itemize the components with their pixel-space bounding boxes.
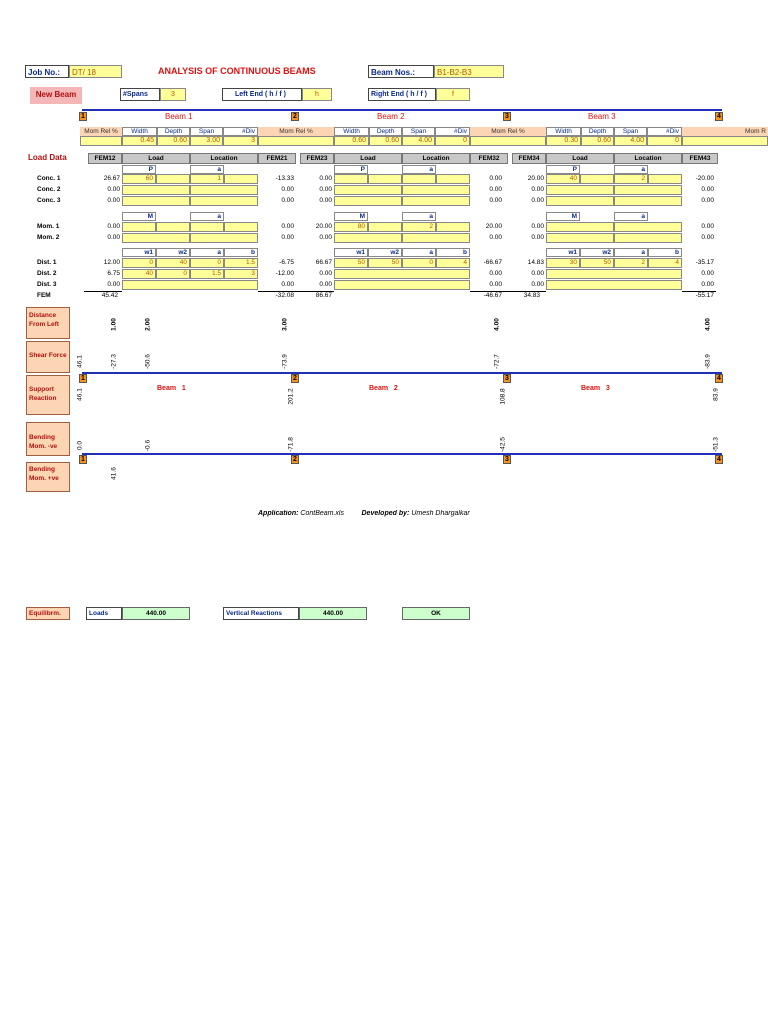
mom-rel-header-2: Mom Rel % <box>258 127 334 136</box>
beam-nos-label: Beam Nos.: <box>368 65 434 78</box>
dev-label: Developed by: <box>361 510 410 517</box>
w1-header-3: w1 <box>546 248 580 257</box>
support-3-marker-bottom: 3 <box>503 455 511 464</box>
bend-neg-value: 0.0 <box>76 440 84 451</box>
dist3-fem21: 0.00 <box>281 281 294 288</box>
dist2-fem43: 0.00 <box>701 270 714 277</box>
beam-1-mid-title <box>157 385 207 395</box>
bend-pos-value: 41.6 <box>110 467 118 480</box>
beam-3-mid-label: Beam <box>581 385 601 392</box>
dist1-b1-w2[interactable]: 40 <box>156 258 190 268</box>
dist1-fem23: 66.67 <box>315 259 332 266</box>
div-field-3[interactable]: 0 <box>647 136 682 146</box>
span-field-2[interactable]: 4.00 <box>402 136 435 146</box>
mom2-fem32: 0.00 <box>489 234 502 241</box>
conc3-b3-a[interactable] <box>614 196 682 206</box>
conc3-b1-p[interactable] <box>122 196 190 206</box>
shear-value: -72.7 <box>493 354 501 369</box>
fem34-header: FEM34 <box>512 153 546 164</box>
span-header-3: Span <box>614 127 647 136</box>
mom2-b2-m[interactable] <box>334 233 402 243</box>
vertical-reactions-label: Vertical Reactions <box>223 607 299 620</box>
support-1-marker: 1 <box>79 112 87 121</box>
support-3-marker: 3 <box>503 112 511 121</box>
dist1-fem32: -66.67 <box>483 259 502 266</box>
span-header-2: Span <box>402 127 435 136</box>
mom2-fem23: 0.00 <box>319 234 332 241</box>
dist3-b1[interactable] <box>122 280 258 290</box>
location-header-3: Location <box>614 153 682 164</box>
shear-value: -50.6 <box>144 354 152 369</box>
bend-neg-value: -0.6 <box>144 439 152 452</box>
dist2-fem23: 0.00 <box>319 270 332 277</box>
dist2-fem21: -12.00 <box>275 270 294 277</box>
depth-field-1[interactable]: 0.60 <box>157 136 190 146</box>
da-header-2: a <box>402 248 436 257</box>
mom-rel-header-3: Mom Rel % <box>470 127 546 136</box>
mom2-b3-a[interactable] <box>614 233 682 243</box>
conc1-b2-a[interactable] <box>402 174 436 184</box>
mom-rel-field-1[interactable] <box>80 136 122 146</box>
dist1-fem43: -35.17 <box>695 259 714 266</box>
dist3-b3[interactable] <box>546 280 682 290</box>
dist1-b2-w2[interactable]: 50 <box>368 258 402 268</box>
distance-value: 4.00 <box>493 318 501 331</box>
depth-field-2[interactable]: 0.60 <box>369 136 402 146</box>
support-4-marker-bottom: 4 <box>715 455 723 464</box>
fem43-header: FEM43 <box>682 153 718 164</box>
mom1-fem43: 0.00 <box>701 223 714 230</box>
ma-header-2: a <box>402 212 436 221</box>
conc3-fem21: 0.00 <box>281 197 294 204</box>
beam-2-mid-number: 2 <box>393 385 398 392</box>
div-field-1[interactable]: 3 <box>223 136 258 146</box>
width-field-3[interactable]: 0.30 <box>546 136 581 146</box>
mom1-fem21: 0.00 <box>281 223 294 230</box>
load-header-2: Load <box>334 153 402 164</box>
dist1-b2-b[interactable]: 4 <box>436 258 470 268</box>
shear-value: -83.9 <box>704 354 712 369</box>
mom-rel-field-2[interactable] <box>258 136 334 146</box>
mom-rel-header-4: Mom R <box>682 127 768 136</box>
mom2-label: Mom. 2 <box>37 234 60 241</box>
conc3-label: Conc. 3 <box>37 197 61 204</box>
conc1-b1-a2[interactable] <box>224 174 258 184</box>
m-header-2: M <box>334 212 368 221</box>
db-header-2: b <box>436 248 470 257</box>
p-header-1: P <box>122 165 156 174</box>
support-2-marker-bottom: 2 <box>291 455 299 464</box>
conc2-fem43: 0.00 <box>701 186 714 193</box>
conc1-fem21: -13.33 <box>275 175 294 182</box>
mom2-fem12: 0.00 <box>107 234 120 241</box>
conc2-b1-a[interactable] <box>190 185 258 195</box>
loads-value: 440.00 <box>122 607 190 620</box>
shear-value: -73.9 <box>281 354 289 369</box>
w2-header-3: w2 <box>580 248 614 257</box>
conc2-b2-a[interactable] <box>402 185 470 195</box>
w1-header-1: w1 <box>122 248 156 257</box>
conc1-b1-p2[interactable] <box>156 174 190 184</box>
conc2-label: Conc. 2 <box>37 186 61 193</box>
support-1-marker-mid: 1 <box>79 374 87 383</box>
dist3-fem43: 0.00 <box>701 281 714 288</box>
left-end-label: Left End ( h / f ) <box>222 88 302 101</box>
reaction-value: 83.9 <box>712 388 720 401</box>
conc3-b2-p[interactable] <box>334 196 402 206</box>
beam-3-title <box>588 112 628 123</box>
beam-nos-field[interactable]: B1-B2-B3 <box>434 65 504 78</box>
conc1-fem12: 26.67 <box>103 175 120 182</box>
conc1-fem32: 0.00 <box>489 175 502 182</box>
a-header-1: a <box>190 165 224 174</box>
right-end-label: Right End ( h / f ) <box>368 88 436 101</box>
footer-credits <box>258 510 538 521</box>
mom2-fem43: 0.00 <box>701 234 714 241</box>
reaction-value: 46.1 <box>76 388 84 401</box>
conc2-b3-p[interactable] <box>546 185 614 195</box>
dist1-b1-w1[interactable]: 0 <box>122 258 156 268</box>
conc1-b2-p[interactable] <box>334 174 368 184</box>
new-beam-button[interactable]: New Beam <box>30 87 82 104</box>
conc2-b2-p[interactable] <box>334 185 402 195</box>
div-header-3: #Div <box>647 127 682 136</box>
mom1-b2-m[interactable]: 80 <box>334 222 368 232</box>
conc1-fem34: 20.00 <box>527 175 544 182</box>
dist1-fem34: 14.83 <box>527 259 544 266</box>
dist1-fem12: 12.00 <box>103 259 120 266</box>
beam-3-label: Beam <box>588 112 609 121</box>
dist2-fem32: 0.00 <box>489 270 502 277</box>
conc3-b3-p[interactable] <box>546 196 614 206</box>
conc3-fem34: 0.00 <box>531 197 544 204</box>
fem-total-34: 34.83 <box>523 292 540 299</box>
dist1-b3-b[interactable]: 4 <box>648 258 682 268</box>
m-header-1: M <box>122 212 156 221</box>
beam-1-mid-number: 1 <box>181 385 186 392</box>
conc2-b1-p[interactable] <box>122 185 190 195</box>
mom1-fem12: 0.00 <box>107 223 120 230</box>
reaction-value: 201.2 <box>287 388 295 405</box>
beam-3-mid-number: 3 <box>605 385 610 392</box>
mom1-b3-a[interactable] <box>614 222 682 232</box>
conc3-fem12: 0.00 <box>107 197 120 204</box>
fem-total-23: 86.67 <box>315 292 332 299</box>
dist3-fem23: 0.00 <box>319 281 332 288</box>
mom1-b3-m[interactable] <box>546 222 614 232</box>
conc2-fem34: 0.00 <box>531 186 544 193</box>
mom1-b2-m2[interactable] <box>368 222 402 232</box>
conc3-fem23: 0.00 <box>319 197 332 204</box>
support-2-marker-mid: 2 <box>291 374 299 383</box>
dist1-b3-w2[interactable]: 50 <box>580 258 614 268</box>
fem-label: FEM <box>37 292 51 299</box>
dist3-label: Dist. 3 <box>37 281 57 288</box>
dist2-b2[interactable] <box>334 269 470 279</box>
beam-2-mid-label: Beam <box>369 385 389 392</box>
page-title: ANALYSIS OF CONTINUOUS BEAMS <box>158 66 316 76</box>
conc1-b1-a[interactable]: 1 <box>190 174 224 184</box>
conc2-fem21: 0.00 <box>281 186 294 193</box>
bend-neg-value: -71.8 <box>287 437 295 452</box>
conc3-b1-a[interactable] <box>190 196 258 206</box>
p-header-2: P <box>334 165 368 174</box>
equilibrium-status: OK <box>402 607 470 620</box>
mom1-fem32: 20.00 <box>485 223 502 230</box>
beam-2-number: 2 <box>400 112 405 121</box>
job-number-field[interactable]: DT/ 18 <box>69 65 122 78</box>
equilibrium-label: Equilibrm. <box>26 607 70 620</box>
m-header-3: M <box>546 212 580 221</box>
depth-header-3: Depth <box>581 127 614 136</box>
w1-header-2: w1 <box>334 248 368 257</box>
conc3-fem43: 0.00 <box>701 197 714 204</box>
fem-total-43: -55.17 <box>695 292 714 299</box>
mom1-b1-m[interactable] <box>122 222 156 232</box>
ma-header-3: a <box>614 212 648 221</box>
dist3-fem12: 0.00 <box>107 281 120 288</box>
fem23-header: FEM23 <box>300 153 334 164</box>
spans-field[interactable]: 3 <box>160 88 186 101</box>
width-header-3: Width <box>546 127 581 136</box>
mom2-b1-m[interactable] <box>122 233 190 243</box>
span-field-3[interactable]: 4.00 <box>614 136 647 146</box>
conc2-b3-a[interactable] <box>614 185 682 195</box>
conc2-fem23: 0.00 <box>319 186 332 193</box>
bending-pos-label: Bending Mom. +ve <box>26 462 70 492</box>
job-label: Job No.: <box>25 65 69 78</box>
dist3-fem32: 0.00 <box>489 281 502 288</box>
right-end-field[interactable]: f <box>436 88 470 101</box>
div-header-1: #Div <box>223 127 258 136</box>
distance-label: Distance From Left <box>26 307 70 339</box>
mom-rel-header-1: Mom Rel % <box>80 127 122 136</box>
width-field-2[interactable]: 0.60 <box>334 136 369 146</box>
span-header-1: Span <box>190 127 223 136</box>
beam-line-middle <box>82 372 722 374</box>
width-header-1: Width <box>122 127 157 136</box>
dist1-b2-w1[interactable]: 50 <box>334 258 368 268</box>
fem-total-21: -32.08 <box>275 292 294 299</box>
beam-line-top <box>82 109 722 111</box>
conc1-label: Conc. 1 <box>37 175 61 182</box>
support-1-marker-bottom: 1 <box>79 455 87 464</box>
dist2-b3[interactable] <box>546 269 682 279</box>
dist1-fem21: -6.75 <box>279 259 294 266</box>
mom1-b1-a2[interactable] <box>224 222 258 232</box>
support-3-marker-mid: 3 <box>503 374 511 383</box>
mom1-fem23: 20.00 <box>315 223 332 230</box>
mom-rel-field-3[interactable] <box>470 136 546 146</box>
a-header-3: a <box>614 165 648 174</box>
w2-header-1: w2 <box>156 248 190 257</box>
dist2-b1-w2[interactable]: 0 <box>156 269 190 279</box>
beam-line-bottom <box>82 453 722 455</box>
span-field-1[interactable]: 3.00 <box>190 136 223 146</box>
dist1-b3-w1[interactable]: 30 <box>546 258 580 268</box>
ma-header-1: a <box>190 212 224 221</box>
div-field-2[interactable]: 0 <box>435 136 470 146</box>
mom2-b3-m[interactable] <box>546 233 614 243</box>
app-label: Application: <box>258 510 299 517</box>
shear-label: Shear Force <box>26 341 70 373</box>
dist1-b1-b[interactable]: 1.5 <box>224 258 258 268</box>
dist2-b1-w1[interactable]: 40 <box>122 269 156 279</box>
width-field-1[interactable]: 0.45 <box>122 136 157 146</box>
beam-3-number: 3 <box>611 112 616 121</box>
conc2-fem12: 0.00 <box>107 186 120 193</box>
mom1-label: Mom. 1 <box>37 223 60 230</box>
app-value: ContBeam.xls <box>300 510 344 517</box>
conc1-b3-a[interactable]: 2 <box>614 174 648 184</box>
fem21-header: FEM21 <box>258 153 296 164</box>
distance-value: 3.00 <box>281 318 289 331</box>
mom2-fem21: 0.00 <box>281 234 294 241</box>
mom2-fem34: 0.00 <box>531 234 544 241</box>
beam-2-mid-title <box>369 385 419 395</box>
beam-1-number: 1 <box>188 112 193 121</box>
dist2-label: Dist. 2 <box>37 270 57 277</box>
conc3-fem32: 0.00 <box>489 197 502 204</box>
load-data-label: Load Data <box>28 153 67 162</box>
load-header-1: Load <box>122 153 190 164</box>
beam-1-mid-label: Beam <box>157 385 177 392</box>
depth-field-3[interactable]: 0.60 <box>581 136 614 146</box>
dist2-fem34: 0.00 <box>531 270 544 277</box>
div-header-2: #Div <box>435 127 470 136</box>
p-header-3: P <box>546 165 580 174</box>
dist1-b1-a[interactable]: 0 <box>190 258 224 268</box>
mom2-b1-a[interactable] <box>190 233 258 243</box>
conc1-b3-p[interactable]: 40 <box>546 174 580 184</box>
beam-1-label: Beam <box>165 112 186 121</box>
da-header-3: a <box>614 248 648 257</box>
db-header-3: b <box>648 248 682 257</box>
dist3-fem34: 0.00 <box>531 281 544 288</box>
bending-neg-label: Bending Mom. -ve <box>26 422 70 456</box>
a-header-2: a <box>402 165 436 174</box>
left-end-field[interactable]: h <box>302 88 332 101</box>
mom-rel-field-4[interactable] <box>682 136 768 146</box>
support-2-marker: 2 <box>291 112 299 121</box>
distance-value: 1.00 <box>110 318 118 331</box>
load-header-3: Load <box>546 153 614 164</box>
dist1-b3-a[interactable]: 2 <box>614 258 648 268</box>
conc2-fem32: 0.00 <box>489 186 502 193</box>
dist1-label: Dist. 1 <box>37 259 57 266</box>
mom1-b1-m2[interactable] <box>156 222 190 232</box>
distance-value: 4.00 <box>704 318 712 331</box>
beam-3-mid-title <box>581 385 631 395</box>
db-header-1: b <box>224 248 258 257</box>
dist1-b2-a[interactable]: 0 <box>402 258 436 268</box>
dist2-b1-b[interactable]: 3 <box>224 269 258 279</box>
dist2-b1-a[interactable]: 1.5 <box>190 269 224 279</box>
depth-header-1: Depth <box>157 127 190 136</box>
beam-1-title <box>165 112 205 123</box>
mom1-fem34: 0.00 <box>531 223 544 230</box>
reaction-value: 108.8 <box>499 388 507 405</box>
w2-header-2: w2 <box>368 248 402 257</box>
fem-total-12: 45.42 <box>101 292 118 299</box>
fem12-header: FEM12 <box>88 153 122 164</box>
fem-total-32: -46.67 <box>483 292 502 299</box>
mom1-b2-a[interactable]: 2 <box>402 222 436 232</box>
conc3-b2-a[interactable] <box>402 196 470 206</box>
dev-value: Umesh Dhargalkar <box>411 510 470 517</box>
mom2-b2-a[interactable] <box>402 233 470 243</box>
location-header-2: Location <box>402 153 470 164</box>
bend-neg-value: -51.3 <box>712 437 720 452</box>
beam-2-title <box>377 112 417 123</box>
loads-label: Loads <box>86 607 122 620</box>
conc1-b3-p2[interactable] <box>580 174 614 184</box>
depth-header-2: Depth <box>369 127 402 136</box>
spans-label: #Spans <box>120 88 160 101</box>
conc1-b2-p2[interactable] <box>368 174 402 184</box>
shear-value: 46.1 <box>76 355 84 368</box>
support-4-marker-mid: 4 <box>715 374 723 383</box>
dist2-fem12: 6.75 <box>107 270 120 277</box>
distance-value: 2.00 <box>144 318 152 331</box>
width-header-2: Width <box>334 127 369 136</box>
beam-2-label: Beam <box>377 112 398 121</box>
mom1-b1-a[interactable] <box>190 222 224 232</box>
da-header-1: a <box>190 248 224 257</box>
dist3-b2[interactable] <box>334 280 470 290</box>
support-reaction-label: Support Reaction <box>26 375 70 415</box>
conc1-b1-p[interactable]: 60 <box>122 174 156 184</box>
location-header-1: Location <box>190 153 258 164</box>
shear-value: -27.3 <box>110 354 118 369</box>
conc1-fem43: -20.00 <box>695 175 714 182</box>
bend-neg-value: -42.5 <box>499 437 507 452</box>
vertical-reactions-value: 440.00 <box>299 607 367 620</box>
support-4-marker: 4 <box>715 112 723 121</box>
conc1-fem23: 0.00 <box>319 175 332 182</box>
fem32-header: FEM32 <box>470 153 508 164</box>
